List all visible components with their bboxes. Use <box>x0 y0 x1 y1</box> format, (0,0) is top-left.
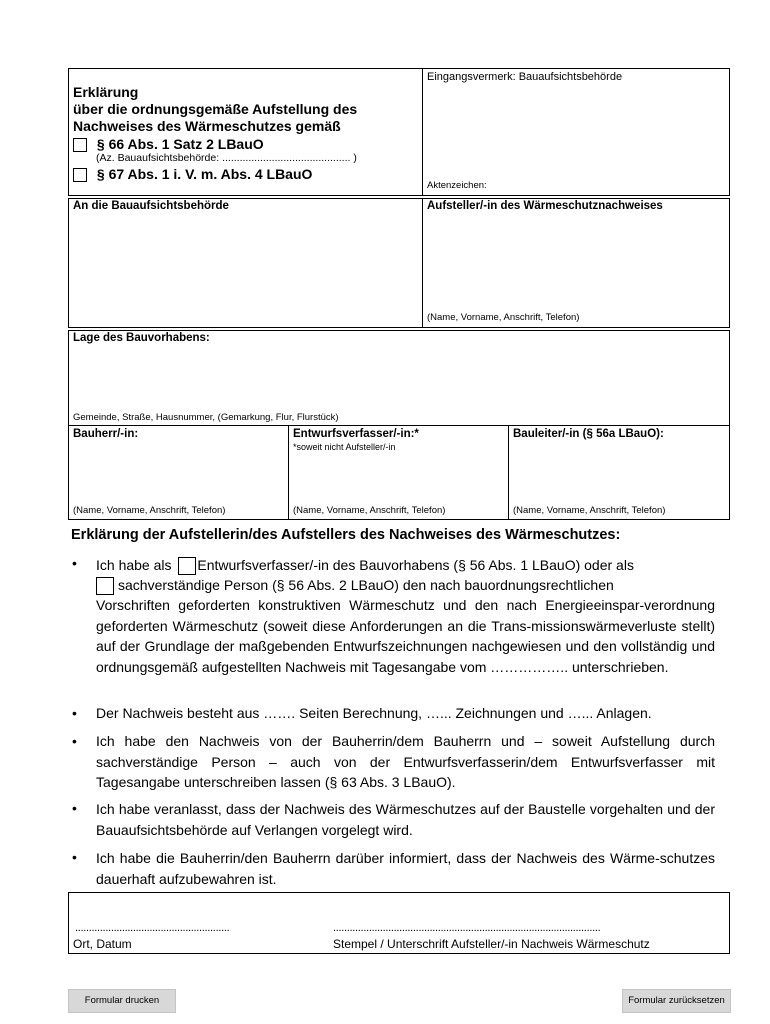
aufsteller-label: Aufsteller/-in des Wärmeschutznachweises <box>427 200 663 212</box>
lage-hint: Gemeinde, Straße, Hausnummer, (Gemarkung, Flur, Flurstück) <box>73 412 339 423</box>
checkbox-entwurfsverfasser[interactable] <box>178 557 196 575</box>
az-note: (Az. Bauaufsichtsbehörde: ............................................ ) <box>96 152 357 164</box>
bullet-5: • <box>72 849 77 865</box>
option-67 <box>73 166 312 182</box>
aufsteller-hint: (Name, Vorname, Anschrift, Telefon) <box>427 312 580 323</box>
bullet-3: • <box>72 733 77 749</box>
print-form-button[interactable]: Formular drucken <box>68 989 176 1013</box>
entwurf-hint: (Name, Vorname, Anschrift, Telefon) <box>293 505 446 516</box>
option-67-label: § 67 Abs. 1 i. V. m. Abs. 4 LBauO <box>96 166 313 182</box>
bullet-2: • <box>72 705 77 721</box>
bullet-1: • <box>72 555 77 571</box>
bauleiter-hint: (Name, Vorname, Anschrift, Telefon) <box>513 505 666 516</box>
b5-text: Ich habe die Bauherrin/den Bauherrn darüber informiert, dass der Nachweis des Wärme-schutzes dauerhaft aufzubewahren ist. <box>96 850 715 887</box>
checkbox-sachverstaendige[interactable] <box>96 577 114 595</box>
aufsteller-box[interactable] <box>422 198 730 328</box>
stempel-label: Stempel / Unterschrift Aufsteller/-in Nachweis Wärmeschutz <box>333 937 650 951</box>
signature-dots-right: ................................................................................................. <box>333 922 601 934</box>
b1-line1: Ich habe als Entwurfsverfasser/-in des Bauvorhabens (§ 56 Abs. 1 LBauO) oder als <box>96 555 715 575</box>
form-title: Erklärung über die ordnungsgemäße Aufstellung des Nachweises des Wärmeschutzes gemäß <box>73 84 358 134</box>
header-right-box <box>422 68 730 196</box>
aktenzeichen-label: Aktenzeichen: <box>427 180 487 191</box>
bullet-4: • <box>72 800 77 816</box>
b1-line2: sachverständige Person (§ 56 Abs. 2 LBauO) den nach bauordnungsrechtlichen <box>96 575 715 595</box>
checkbox-67[interactable] <box>73 168 87 182</box>
declaration-heading: Erklärung der Aufstellerin/des Aufstellers des Nachweises des Wärmeschutzes: <box>71 527 621 543</box>
behoerde-box[interactable] <box>68 198 423 328</box>
bauleiter-label: Bauleiter/-in (§ 56a LBauO): <box>513 428 664 440</box>
bauherr-hint: (Name, Vorname, Anschrift, Telefon) <box>73 505 226 516</box>
behoerde-label: An die Bauaufsichtsbehörde <box>73 200 229 212</box>
b1-text: Vorschriften geforderten konstruktiven Wärmeschutz und den nach Energieeinspar-verordnung geforderten Wärmeschutz (soweit diese Anforderungen an die Trans-missionswärmeverluste stellt) auf der Grundlage der maßgebenden Entwurfszeichnungen nachgewiesen und den vollständig und ordnungsgemäß aufgestellten Nachweis mit Tagesangabe vom …………….. unterschrieben. <box>96 597 715 675</box>
option-66-label: § 66 Abs. 1 Satz 2 LBauO <box>96 136 264 152</box>
reset-form-button[interactable]: Formular zurücksetzen <box>622 989 731 1013</box>
lage-label: Lage des Bauvorhabens: <box>73 332 210 344</box>
option-66 <box>73 136 264 152</box>
entwurf-note: *soweit nicht Aufsteller/-in <box>293 442 396 452</box>
ort-datum-label: Ort, Datum <box>73 937 132 951</box>
b2-text: Der Nachweis besteht aus ……. Seiten Berechnung, …... Zeichnungen und …... Anlagen. <box>96 705 652 721</box>
b4-text: Ich habe veranlasst, dass der Nachweis des Wärmeschutzes auf der Baustelle vorgehalten und der Bauaufsichtsbehörde auf Verlangen vorgelegt wird. <box>96 801 715 838</box>
signature-dots-left: ........................................................ <box>75 922 230 934</box>
eingangsvermerk-label: Eingangsvermerk: Bauaufsichtsbehörde <box>427 71 623 83</box>
bauherr-label: Bauherr/-in: <box>73 428 139 440</box>
b3-text: Ich habe den Nachweis von der Bauherrin/dem Bauherrn und – soweit Aufstellung durch sachverständige Person – auch von der Entwurfsverfasserin/dem Entwurfsverfasser mit Tagesangabe unterschreiben lassen (§ 63 Abs. 3 LBauO). <box>96 733 715 791</box>
entwurf-label: Entwurfsverfasser/-in:* <box>293 428 419 440</box>
checkbox-66[interactable] <box>73 138 87 152</box>
